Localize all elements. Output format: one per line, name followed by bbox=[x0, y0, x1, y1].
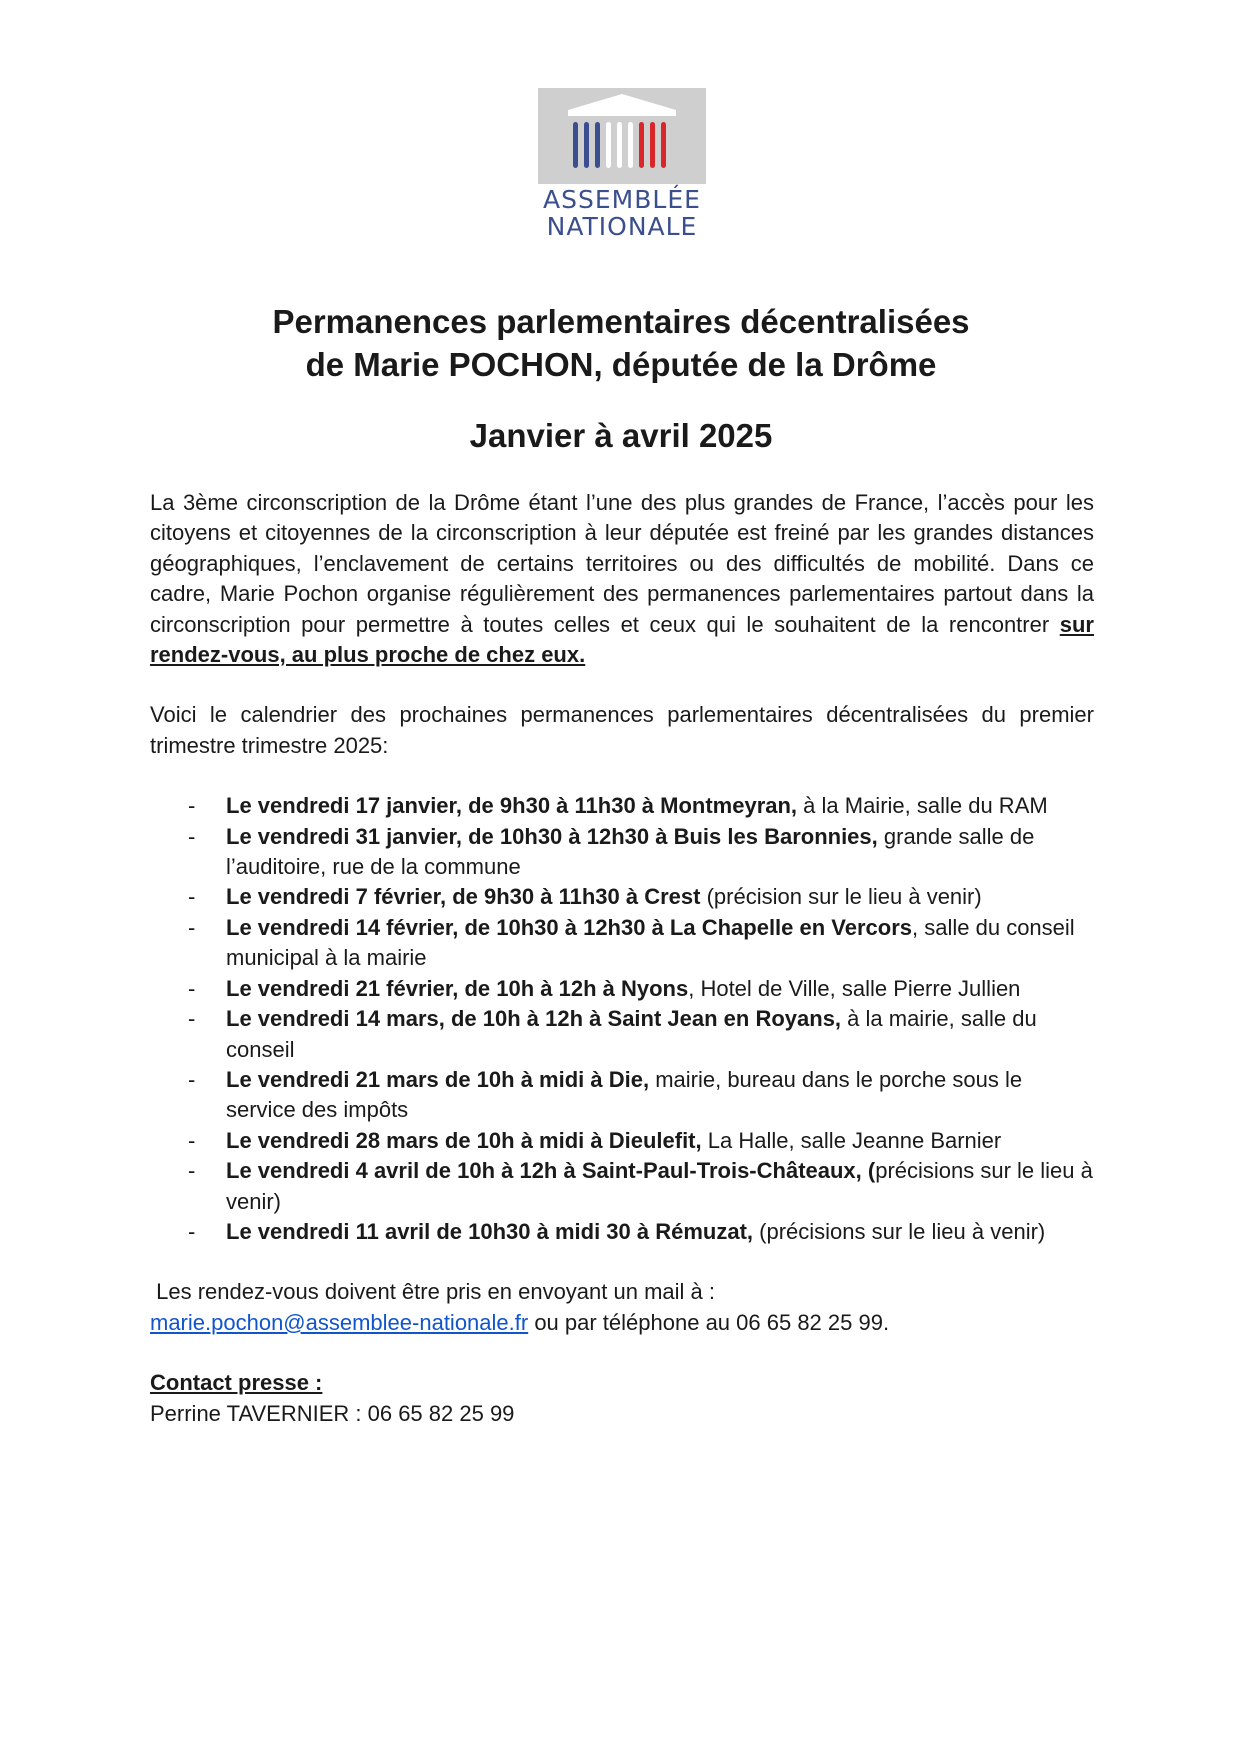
intro-paragraph bbox=[150, 488, 1094, 670]
document-body bbox=[150, 488, 1094, 1429]
schedule-location: (précisions sur le lieu à venir) bbox=[753, 1218, 1046, 1244]
list-dash: - bbox=[188, 1218, 196, 1244]
logo-wordmark bbox=[538, 186, 706, 240]
intro-emphasis: sur rendez-vous, au plus proche de chez eux. bbox=[150, 611, 1094, 668]
list-dash: - bbox=[188, 1127, 196, 1153]
schedule-location: (précision sur le lieu à venir) bbox=[700, 884, 982, 910]
schedule-date-place: Le vendredi 21 février, de 10h à 12h à Nyons bbox=[226, 975, 689, 1001]
schedule-location: à la Mairie, salle du RAM bbox=[797, 793, 1048, 819]
list-item bbox=[150, 1217, 1094, 1247]
list-dash: - bbox=[188, 1066, 196, 1092]
list-item bbox=[150, 1156, 1094, 1217]
press-contact-title: Contact presse : bbox=[150, 1370, 323, 1396]
calendar-intro: Voici le calendrier des prochaines permanences parlementaires décentralisées du premier trimestre trimestre 2025: bbox=[150, 702, 1094, 758]
appointment-line-2 bbox=[150, 1308, 1094, 1338]
schedule-location: , salle du conseil municipal à la mairie bbox=[226, 914, 1075, 971]
list-dash: - bbox=[188, 884, 196, 910]
list-item bbox=[150, 882, 1094, 912]
schedule-date-place: Le vendredi 28 mars de 10h à midi à Dieulefit, bbox=[226, 1127, 702, 1153]
email-link[interactable]: marie.pochon@assemblee-nationale.fr bbox=[150, 1309, 529, 1335]
schedule-location: , Hotel de Ville, salle Pierre Jullien bbox=[688, 975, 1021, 1001]
list-item bbox=[150, 822, 1094, 883]
list-item bbox=[150, 974, 1094, 1004]
schedule-date-place: Le vendredi 31 janvier, de 10h30 à 12h30 à Buis les Baronnies, bbox=[226, 823, 878, 849]
list-item bbox=[150, 791, 1094, 821]
schedule-date-place: Le vendredi 17 janvier, de 9h30 à 11h30 à Montmeyran, bbox=[226, 793, 798, 819]
list-item bbox=[150, 1126, 1094, 1156]
title-line-1: Permanences parlementaires décentralisées bbox=[272, 303, 970, 340]
appointment-info bbox=[150, 1277, 1094, 1338]
palais-bourbon-icon bbox=[538, 88, 706, 184]
list-item bbox=[150, 913, 1094, 974]
schedule-date-place: Le vendredi 21 mars de 10h à midi à Die, bbox=[226, 1066, 650, 1092]
schedule-location: précisions sur le lieu à venir) bbox=[226, 1158, 1093, 1214]
period-title: Janvier à avril 2025 bbox=[469, 417, 773, 454]
phone-text: ou par téléphone au 06 65 82 25 99. bbox=[528, 1309, 890, 1335]
schedule-date-place: Le vendredi 14 mars, de 10h à 12h à Saint Jean en Royans, bbox=[226, 1006, 842, 1032]
list-dash: - bbox=[188, 975, 196, 1001]
intro-text: La 3ème circonscription de la Drôme étant l’une des plus grandes de France, l’accès pour les citoyens et citoyennes de la circonscription à leur députée est freiné par les grandes distances géographiques, l’enclavement de certains territoires ou des difficultés de mobilité. Dans ce cadre, Marie Pochon organise régulièrement des permanences parlementaires partout dans la circonscription pour permettre à toutes celles et ceux qui le souhaitent de la rencontrer bbox=[150, 490, 1094, 637]
list-dash: - bbox=[188, 914, 196, 940]
list-dash: - bbox=[188, 1006, 196, 1032]
schedule-date-place: Le vendredi 4 avril de 10h à 12h à Saint-Paul-Trois-Châteaux, ( bbox=[226, 1158, 876, 1184]
logo-line-1: ASSEMBLÉE bbox=[543, 185, 701, 214]
hemicycle-emblem bbox=[538, 88, 706, 184]
schedule-location: à la mairie, salle du conseil bbox=[226, 1006, 1037, 1062]
schedule-location: mairie, bureau dans le porche sous le service des impôts bbox=[226, 1066, 1023, 1123]
press-contact-line: Perrine TAVERNIER : 06 65 82 25 99 bbox=[150, 1400, 515, 1426]
press-contact bbox=[150, 1368, 1094, 1429]
schedule-list bbox=[150, 791, 1094, 1247]
list-dash: - bbox=[188, 1158, 196, 1184]
assemblee-nationale-logo bbox=[538, 88, 706, 240]
list-item bbox=[150, 1004, 1094, 1065]
title-line-2: de Marie POCHON, députée de la Drôme bbox=[305, 346, 937, 383]
schedule-date-place: Le vendredi 14 février, de 10h30 à 12h30 à La Chapelle en Vercors bbox=[226, 914, 913, 940]
document-header bbox=[0, 300, 1242, 457]
logo-line-2: NATIONALE bbox=[546, 212, 698, 241]
schedule-location: grande salle de l’auditoire, rue de la commune bbox=[226, 823, 1035, 880]
list-dash: - bbox=[188, 793, 196, 819]
schedule-date-place: Le vendredi 11 avril de 10h30 à midi 30 à Rémuzat, bbox=[226, 1218, 754, 1244]
list-dash: - bbox=[188, 823, 196, 849]
schedule-date-place: Le vendredi 7 février, de 9h30 à 11h30 à Crest bbox=[226, 884, 701, 910]
list-item bbox=[150, 1065, 1094, 1126]
schedule-location: La Halle, salle Jeanne Barnier bbox=[701, 1127, 1002, 1153]
appointment-line-1: Les rendez-vous doivent être pris en envoyant un mail à : bbox=[150, 1279, 715, 1305]
